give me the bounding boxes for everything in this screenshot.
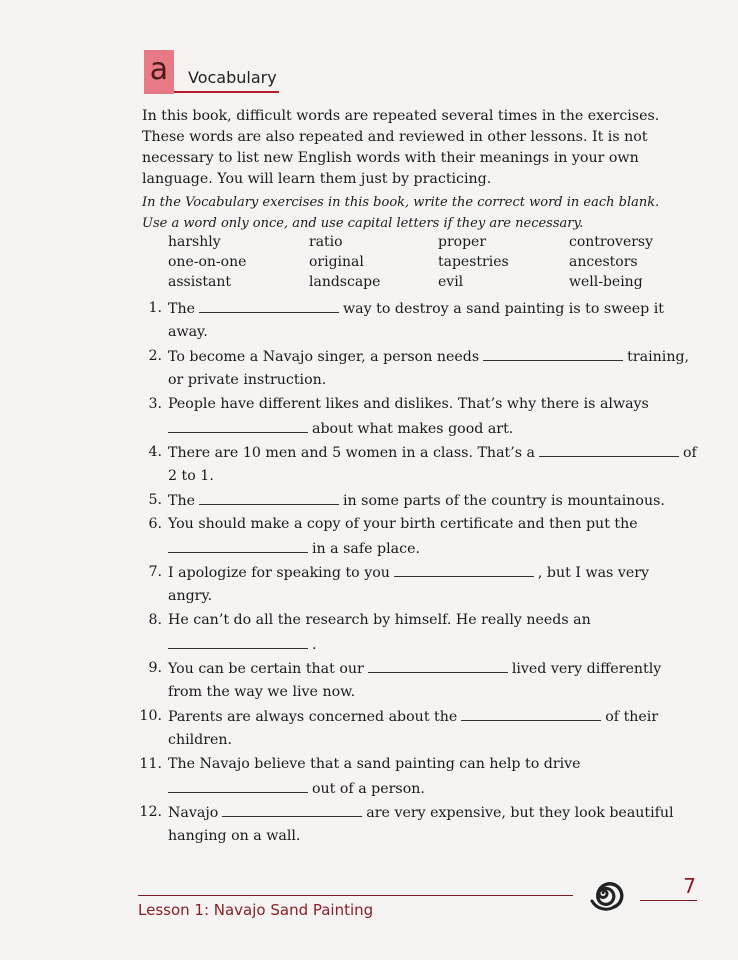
exercise-text: angry. [168, 588, 213, 604]
exercise-number: 9. [148, 660, 162, 676]
exercise-line [168, 828, 300, 844]
exercise-line [168, 492, 665, 509]
word-bank-word: one-on-one [168, 254, 247, 270]
section-title-underline [174, 91, 279, 93]
exercise-text: You should make a copy of your birth certificate and then put the [168, 516, 638, 532]
exercise-line [168, 684, 355, 700]
exercise-text-before: I apologize for speaking to you [168, 565, 390, 581]
page-number-rule [640, 900, 697, 901]
exercise-line [168, 348, 689, 365]
exercise-text-after: training, [627, 349, 690, 365]
word-bank-word: assistant [168, 274, 231, 290]
exercise-number: 10. [139, 708, 162, 724]
answer-blank[interactable] [168, 420, 308, 433]
exercise-text-after: . [312, 637, 317, 653]
exercise-number: 3. [148, 396, 162, 412]
word-bank-word: tapestries [438, 254, 509, 270]
exercise-line [168, 660, 661, 677]
word-bank-row [168, 234, 688, 254]
lesson-title: Lesson 1: Navajo Sand Painting [138, 901, 374, 919]
exercise-line [168, 708, 658, 725]
answer-blank[interactable] [368, 660, 508, 673]
exercise-number: 4. [148, 444, 162, 460]
exercise-number: 11. [139, 756, 162, 772]
answer-blank[interactable] [168, 636, 308, 649]
exercise-text: from the way we live now. [168, 684, 356, 700]
exercise-text-after: , but I was very [537, 565, 650, 581]
exercise-line [168, 564, 649, 581]
exercise-number: 7. [148, 564, 162, 580]
answer-blank[interactable] [168, 540, 308, 553]
exercise-text-before: Navajo [168, 805, 219, 821]
answer-blank[interactable] [222, 804, 362, 817]
answer-blank[interactable] [483, 348, 623, 361]
section-letter-badge: a [144, 50, 174, 94]
exercise-number: 2. [148, 348, 162, 364]
word-bank-row [168, 274, 688, 294]
word-bank-word: evil [438, 274, 464, 290]
word-bank-word: proper [438, 234, 487, 250]
page-number: 7 [683, 874, 696, 898]
exercise-number: 8. [148, 612, 162, 628]
exercise-line [168, 396, 649, 412]
exercise-line [168, 612, 591, 628]
footer-rule [138, 895, 573, 896]
exercise-text-after: lived very differently [511, 661, 662, 677]
exercise-number: 5. [148, 492, 162, 508]
exercise-line [168, 420, 513, 437]
section-title: Vocabulary [188, 68, 277, 87]
exercise-text: 2 to 1. [168, 468, 214, 484]
exercise-line [168, 780, 425, 797]
exercise-text-after: about what makes good art. [312, 421, 514, 437]
exercise-text: children. [168, 732, 233, 748]
exercise-text: away. [168, 324, 208, 340]
exercise-line [168, 804, 674, 821]
exercise-line [168, 540, 420, 557]
exercise-line [168, 516, 638, 532]
exercise-text-before: To become a Navajo singer, a person needs [168, 349, 480, 365]
exercise-text-after: are very expensive, but they look beautiful [366, 805, 674, 821]
word-bank-word: ancestors [569, 254, 638, 270]
word-bank-row [168, 254, 688, 274]
exercise-line [168, 588, 212, 604]
exercise-text-before: There are 10 men and 5 women in a class. That’s a [168, 445, 535, 461]
exercise-number: 6. [148, 516, 162, 532]
section-heading [144, 50, 279, 94]
instructions-paragraph: In the Vocabulary exercises in this book, write the correct word in each blank. Use a word only once, and use capital letters if they are necessary. [142, 195, 660, 231]
exercise-text-after: in a safe place. [312, 541, 420, 557]
swirl-logo-icon [582, 870, 628, 916]
exercise-text: hanging on a wall. [168, 828, 301, 844]
exercise-line [168, 300, 664, 317]
answer-blank[interactable] [199, 300, 339, 313]
exercise-text: He can’t do all the research by himself. He really needs an [168, 612, 591, 628]
exercise-line [168, 732, 232, 748]
exercise-text: or private instruction. [168, 372, 327, 388]
exercise-line [168, 372, 326, 388]
word-bank-word: well-being [569, 274, 643, 290]
exercise-text-after: in some parts of the country is mountainous. [343, 493, 665, 509]
exercise-line [168, 636, 317, 653]
exercise-number: 12. [139, 804, 162, 820]
exercise-text-after: of [683, 445, 697, 461]
exercise-text-after: of their [605, 709, 659, 725]
word-bank [168, 234, 688, 294]
exercise-text-before: You can be certain that our [168, 661, 364, 677]
exercise-number: 1. [148, 300, 162, 316]
answer-blank[interactable] [461, 708, 601, 721]
word-bank-word: ratio [309, 234, 343, 250]
intro-paragraph: In this book, difficult words are repeated several times in the exercises. These words are also repeated and reviewed in other lessons. It is not necessary to list new English words with their meanings in your own language. You will learn them just by practicing. [142, 108, 660, 187]
answer-blank[interactable] [168, 780, 308, 793]
exercise-line [168, 444, 697, 461]
exercise-text-before: The [168, 493, 195, 509]
exercise-text-after: out of a person. [312, 781, 425, 797]
answer-blank[interactable] [394, 564, 534, 577]
exercise-text-before: Parents are always concerned about the [168, 709, 458, 725]
exercise-text-before: The [168, 301, 195, 317]
exercise-line [168, 756, 581, 772]
answer-blank[interactable] [539, 444, 679, 457]
exercise-text: People have different likes and dislikes. That’s why there is always [168, 396, 649, 412]
word-bank-word: original [309, 254, 364, 270]
exercise-text-after: way to destroy a sand painting is to sweep it [343, 301, 664, 317]
word-bank-word: harshly [168, 234, 221, 250]
exercise-text: The Navajo believe that a sand painting can help to drive [168, 756, 581, 772]
exercise-line [168, 324, 208, 340]
word-bank-word: landscape [309, 274, 381, 290]
answer-blank[interactable] [199, 492, 339, 505]
exercise-line [168, 468, 214, 484]
word-bank-word: controversy [569, 234, 654, 250]
